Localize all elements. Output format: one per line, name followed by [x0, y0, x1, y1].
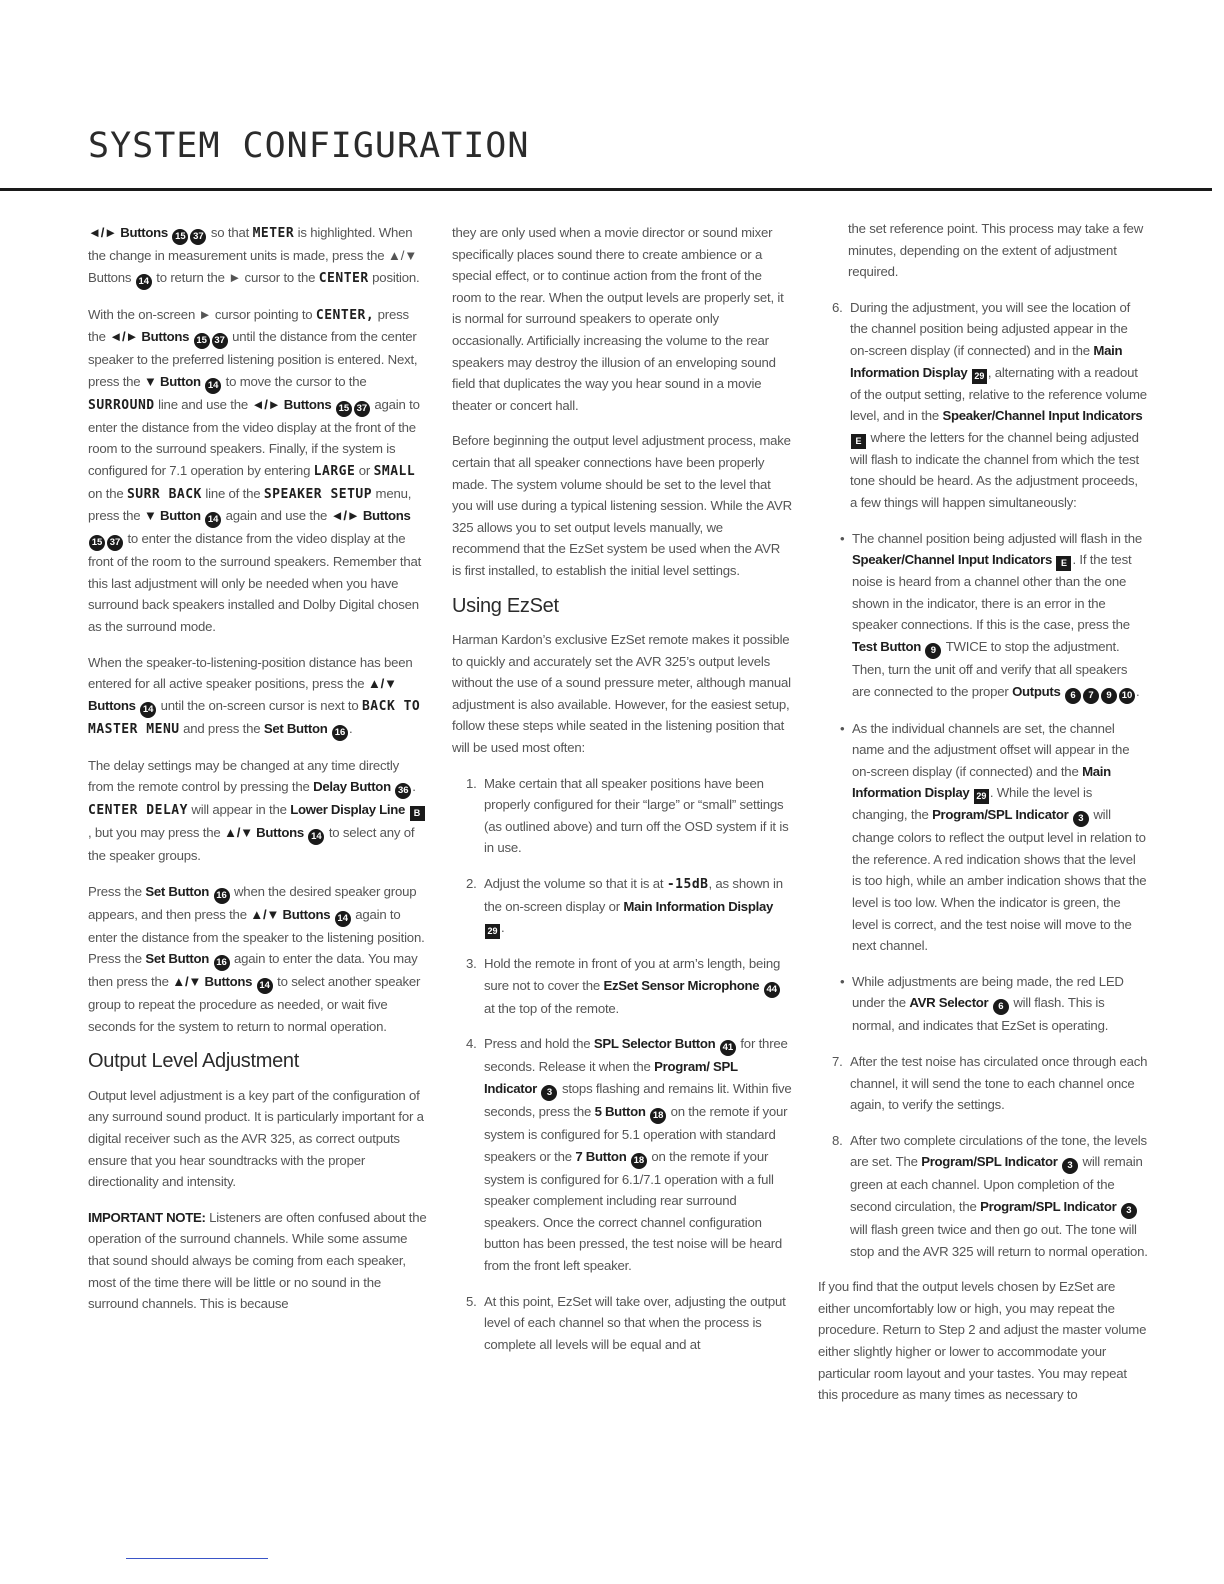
callout-number: 10: [1119, 688, 1135, 704]
text: .: [501, 920, 505, 936]
text: . While the level is changing, the: [852, 785, 1093, 823]
osd-text: SURR BACK: [126, 486, 202, 502]
text: Adjust the volume so that it is at: [484, 876, 664, 892]
column-1: [88, 222, 428, 1329]
text: menu, press the: [88, 485, 412, 524]
paragraph: they are only used when a movie director or sound mixer specifically places sound there to create ambience or a special effect, or to continue action from the front of the room to the rear. When the output levels are properly set, it is normal for surround speakers to operate only occasionally. Artificially increasing the volume to the rear speakers may destroy the illusion of an enveloping sound field that duplicates the way you hear sound in a movie theater or concert hall.: [452, 225, 784, 413]
button-ref: ◄/► Buttons: [88, 225, 168, 240]
button-ref: Program/ SPL Indicator: [484, 1059, 738, 1096]
paragraph: If you find that the output levels chosen by EzSet are either uncomfortably low or high, you may repeat the procedure. Return to Step 2 and adjust the master volume either slightly higher or lower to accommodate your particular room layout and your tastes. You may repeat this procedure as many times as necessary to: [818, 1279, 1147, 1403]
text: will appear in the: [191, 802, 287, 818]
text: During the adjustment, you will see the location of the channel position being adjusted appear in the on-screen display (if connected) and in the: [850, 299, 1131, 358]
text: to enter the distance from the video display at the front of the room to the surround speakers. Remember that this last adjustment will only be needed when you have surround back speakers installed and Dolby Digital chosen as the surround mode.: [88, 531, 422, 634]
button-ref: 5 Button: [594, 1104, 646, 1119]
osd-text: CENTER,: [315, 307, 375, 323]
bullet-list: [818, 528, 1148, 1038]
paragraph: Before beginning the output level adjustment process, make certain that all speaker connections have been properly made. The system volume should be set to the level that you will use during a typical listening session. While the AVR 325 allows you to set output levels manually, we recommend that the EzSet system be used when the AVR is first installed, to establish the initial level settings.: [452, 433, 792, 578]
callout-number: 37: [107, 535, 123, 551]
text: When the speaker-to-listening-position distance has been entered for all active speaker positions, press the: [88, 654, 413, 692]
text: will remain green at each channel. Upon completion of the second circulation, the: [850, 1154, 1143, 1214]
callout-number: 15: [336, 401, 352, 417]
callout-number: 37: [190, 229, 206, 245]
indicator-letter: E: [851, 434, 866, 449]
text: again to enter the distance from the speaker to the listening position. Press the: [88, 906, 425, 967]
osd-text: LARGE: [313, 463, 356, 479]
indicator-letter: E: [1056, 556, 1071, 571]
paragraph: [88, 881, 428, 1038]
text: again to enter the distance from the video display at the front of the room to the surround speakers. Finally, if the system is configured for 7.1 operation by entering: [88, 396, 420, 478]
section-heading: Using EzSet: [452, 594, 559, 617]
text: While adjustments are being made, the red LED under the: [852, 973, 1124, 1011]
text: on the remote if your system is configured for 6.1/7.1 operation with a full speaker complement including rear surround speakers. Once the correct channel configuration button has been pressed, the test noise will be heard from the front left speaker.: [484, 1148, 783, 1273]
list-item: [852, 971, 1148, 1037]
callout-number: 14: [136, 274, 152, 290]
button-ref: Delay Button: [313, 779, 391, 795]
text: .: [1136, 683, 1140, 699]
button-ref: 7 Button: [575, 1148, 627, 1164]
callout-number: 18: [631, 1153, 647, 1169]
callout-number: 41: [720, 1040, 736, 1056]
text: on the remote if your system is configured for 5.1 operation with standard speakers or the: [484, 1104, 788, 1164]
callout-number: 3: [1073, 811, 1089, 827]
list-item: [480, 873, 792, 939]
text: line and use the: [158, 396, 249, 412]
button-ref: Test Button: [852, 638, 921, 654]
button-ref: Program/SPL Indicator: [921, 1154, 1058, 1170]
text: and press the: [183, 720, 261, 736]
button-ref: EzSet Sensor Microphone: [603, 977, 760, 993]
text: until the on-screen cursor is next to: [160, 697, 359, 713]
text: With the on-screen ► cursor pointing to: [88, 306, 313, 322]
osd-text: CENTER: [318, 270, 369, 286]
callout-number: 15: [172, 229, 188, 245]
callout-number: 3: [1121, 1203, 1137, 1219]
callout-number: 37: [354, 401, 370, 417]
paragraph: [88, 1207, 428, 1315]
steps-list: [452, 773, 792, 1356]
callout-number: 15: [89, 535, 105, 551]
button-ref: ◄/► Buttons: [109, 329, 190, 345]
button-ref: ▲/▼ Buttons: [223, 824, 304, 840]
button-ref: Main Information Display: [623, 898, 774, 914]
text: will flash. This is normal, and indicates that EzSet is operating.: [852, 995, 1109, 1034]
osd-text: -15dB: [666, 877, 709, 893]
callout-number: 14: [335, 911, 351, 927]
text: for three seconds. Release it when the: [484, 1036, 788, 1075]
button-ref: Main Information Display: [852, 763, 1111, 801]
callout-number: 15: [194, 333, 210, 349]
steps-list: [818, 1051, 1148, 1262]
indicator-number: 29: [972, 369, 987, 384]
text: Make certain that all speaker positions have been properly configured for their “large” or “small” settings (as outlined above) and turn off the OSD system if it is in use.: [484, 775, 789, 856]
text: to move the cursor to the: [225, 373, 367, 389]
paragraph: [88, 222, 428, 290]
button-ref: ▲/▼ Buttons: [88, 676, 397, 713]
text: again to enter the data. You may then press the: [88, 951, 418, 990]
button-ref: Set Button: [263, 720, 328, 736]
button-ref: SPL Selector Button: [593, 1036, 716, 1052]
text: or: [358, 462, 371, 478]
callout-number: 3: [1062, 1158, 1078, 1174]
list-item: [852, 718, 1148, 957]
list-item: 7. After the test noise has circulated once through each channel, it will send the tone to each channel once again, to verify the settings.: [846, 1051, 1148, 1116]
callout-number: 44: [764, 982, 780, 998]
paragraph: Output level adjustment is a key part of the configuration of any surround sound product. It is particularly important for a digital receiver such as the AVR 325, as correct outputs ensure that you hear soundtracks with the proper directionality and intensity.: [88, 1087, 424, 1190]
callout-number: 9: [1101, 688, 1117, 704]
callout-number: 14: [308, 829, 324, 845]
callout-number: 9: [925, 643, 941, 659]
osd-text: BACK TO MASTER MENU: [88, 698, 421, 737]
callout-number: 14: [257, 978, 273, 994]
button-ref: ◄/► Buttons: [330, 508, 411, 524]
callout-number: 37: [212, 333, 228, 349]
paragraph: Harman Kardon’s exclusive EzSet remote makes it possible to quickly and accurately set the AVR 325’s output levels without the use of a sound pressure meter, although manual adjustment is also available. However, for the easiest setup, follow these steps while seated in the listening position that will be used most often:: [452, 632, 791, 756]
text: TWICE to stop the adjustment. Then, turn the unit off and verify that all speakers are connected to the proper: [852, 638, 1128, 699]
note-label: IMPORTANT NOTE:: [88, 1209, 206, 1225]
list-item: [480, 773, 792, 859]
button-ref: Program/SPL Indicator: [980, 1199, 1117, 1214]
button-ref: ▼ Button: [143, 373, 201, 389]
osd-text: SPEAKER SETUP: [263, 486, 373, 502]
text: The delay settings may be changed at any time directly from the remote control by pressing the: [88, 757, 399, 795]
text: .: [348, 720, 353, 736]
button-ref: ◄/► Buttons: [251, 396, 332, 412]
button-ref: Set Button: [145, 883, 210, 899]
list-item: [480, 1033, 792, 1276]
text: on the: [88, 485, 124, 501]
text: Hold the remote in front of you at arm’s length, being sure not to cover the: [484, 956, 781, 993]
button-ref: Outputs: [1012, 683, 1061, 699]
indicator-number: 29: [485, 924, 500, 939]
text: , but you may press the: [88, 824, 221, 840]
text: to return the ► cursor to the: [156, 269, 316, 285]
button-ref: ▲/▼ Buttons: [250, 906, 331, 922]
button-ref: Program/SPL Indicator: [932, 807, 1069, 823]
text: stops flashing and remains lit. Within five seconds, press the: [484, 1081, 792, 1119]
list-item: [852, 528, 1148, 704]
text: where the letters for the channel being adjusted will flash to indicate the channel from which the test tone should be heard. As the adjustment proceeds, a few things will happen simultaneously:: [850, 429, 1140, 510]
text: at the top of the remote.: [484, 1000, 620, 1016]
indicator-letter: B: [410, 806, 425, 821]
paragraph: [88, 755, 428, 867]
text: is highlighted. When the change in measurement units is made, press the ▲/▼ Buttons: [88, 225, 418, 285]
footer-rule: [126, 1558, 268, 1559]
button-ref: ▲/▼ Buttons: [172, 974, 253, 990]
text: , alternating with a readout of the output setting, relative to the reference volume level, and in the: [850, 364, 1147, 424]
callout-number: 14: [205, 378, 221, 394]
callout-number: 6: [1065, 688, 1081, 704]
text: Press the: [88, 883, 142, 899]
text: so that: [210, 225, 250, 240]
button-ref: Speaker/Channel Input Indicators: [942, 408, 1143, 424]
text: After two complete circulations of the tone, the levels are set. The: [850, 1132, 1147, 1170]
callout-number: 3: [541, 1085, 557, 1101]
callout-number: 16: [214, 955, 230, 971]
osd-text: METER: [252, 226, 295, 241]
text: to select any of the speaker groups.: [88, 824, 415, 863]
osd-text: SMALL: [373, 463, 416, 479]
paragraph: the set reference point. This process may take a few minutes, depending on the extent of adjustment required.: [848, 221, 1144, 280]
button-ref: Lower Display Line: [290, 802, 406, 818]
steps-list: [818, 297, 1148, 514]
text: Press and hold the: [484, 1036, 591, 1052]
indicator-number: 29: [974, 789, 989, 804]
text: . If the test noise is heard from a channel other than the one shown in the indicator, there is an error in the speaker connections. If this is the case, press the: [852, 552, 1132, 633]
callout-number: 14: [205, 512, 221, 528]
button-ref: Main Information Display: [850, 342, 1123, 380]
osd-text: SURROUND: [88, 397, 155, 413]
text: again and use the: [225, 508, 328, 524]
title-divider: [0, 188, 1212, 191]
callout-number: 36: [395, 783, 411, 799]
text: will flash green twice and then go out. The tone will stop and the AVR 325 will return to normal operation.: [850, 1222, 1148, 1259]
callout-number: 6: [993, 999, 1009, 1015]
section-heading: Output Level Adjustment: [88, 1050, 300, 1073]
text: to select another speaker group to repeat the procedure as needed, or wait five seconds for the system to return to normal operation.: [88, 974, 421, 1034]
column-2: [452, 222, 792, 1369]
paragraph: [88, 652, 428, 741]
text: will change colors to reflect the output level in relation to the reference. A red indication shows that the level is too high, while an amber indication shows that the level is too low. When the indicator is green, the level is correct, and the test noise will move to the next channel.: [852, 807, 1147, 954]
text: until the distance from the center speaker to the preferred listening position is entered. Next, press the: [88, 329, 418, 389]
text: As the individual channels are set, the channel name and the adjustment offset will appear in the on-screen display (if connected) and the: [852, 720, 1130, 779]
callout-number: 7: [1083, 688, 1099, 704]
text: At this point, EzSet will take over, adjusting the output level of each channel so that when the process is complete all levels will be equal and at: [484, 1293, 786, 1352]
paragraph: [88, 304, 428, 638]
text: press the: [88, 306, 409, 345]
text: position.: [372, 269, 420, 285]
osd-text: CENTER DELAY: [88, 803, 188, 819]
page-title: SYSTEM CONFIGURATION: [88, 126, 530, 166]
list-item: [846, 1130, 1148, 1262]
text: The channel position being adjusted will flash in the: [852, 530, 1142, 546]
text: line of the: [205, 485, 261, 501]
callout-number: 16: [332, 725, 348, 741]
button-ref: ▼ Button: [143, 508, 201, 524]
text: .: [412, 779, 416, 795]
text: when the desired speaker group appears, and then press the: [88, 883, 417, 922]
callout-number: 14: [140, 702, 156, 718]
button-ref: AVR Selector: [909, 995, 989, 1011]
text: , as shown in the on-screen display or: [484, 876, 783, 914]
button-ref: Speaker/Channel Input Indicators: [852, 552, 1052, 568]
list-item: [846, 297, 1148, 514]
callout-number: 16: [214, 888, 230, 904]
list-item: [480, 953, 792, 1019]
button-ref: Set Button: [145, 951, 210, 967]
callout-number: 18: [650, 1108, 666, 1124]
text: Listeners are often confused about the operation of the surround channels. While some assume that sound should always be coming from each speaker, most of the time there will be little or no sound in the surround channels. This is because: [88, 1209, 427, 1312]
column-3: [818, 222, 1148, 1420]
list-item: [480, 1291, 792, 1356]
